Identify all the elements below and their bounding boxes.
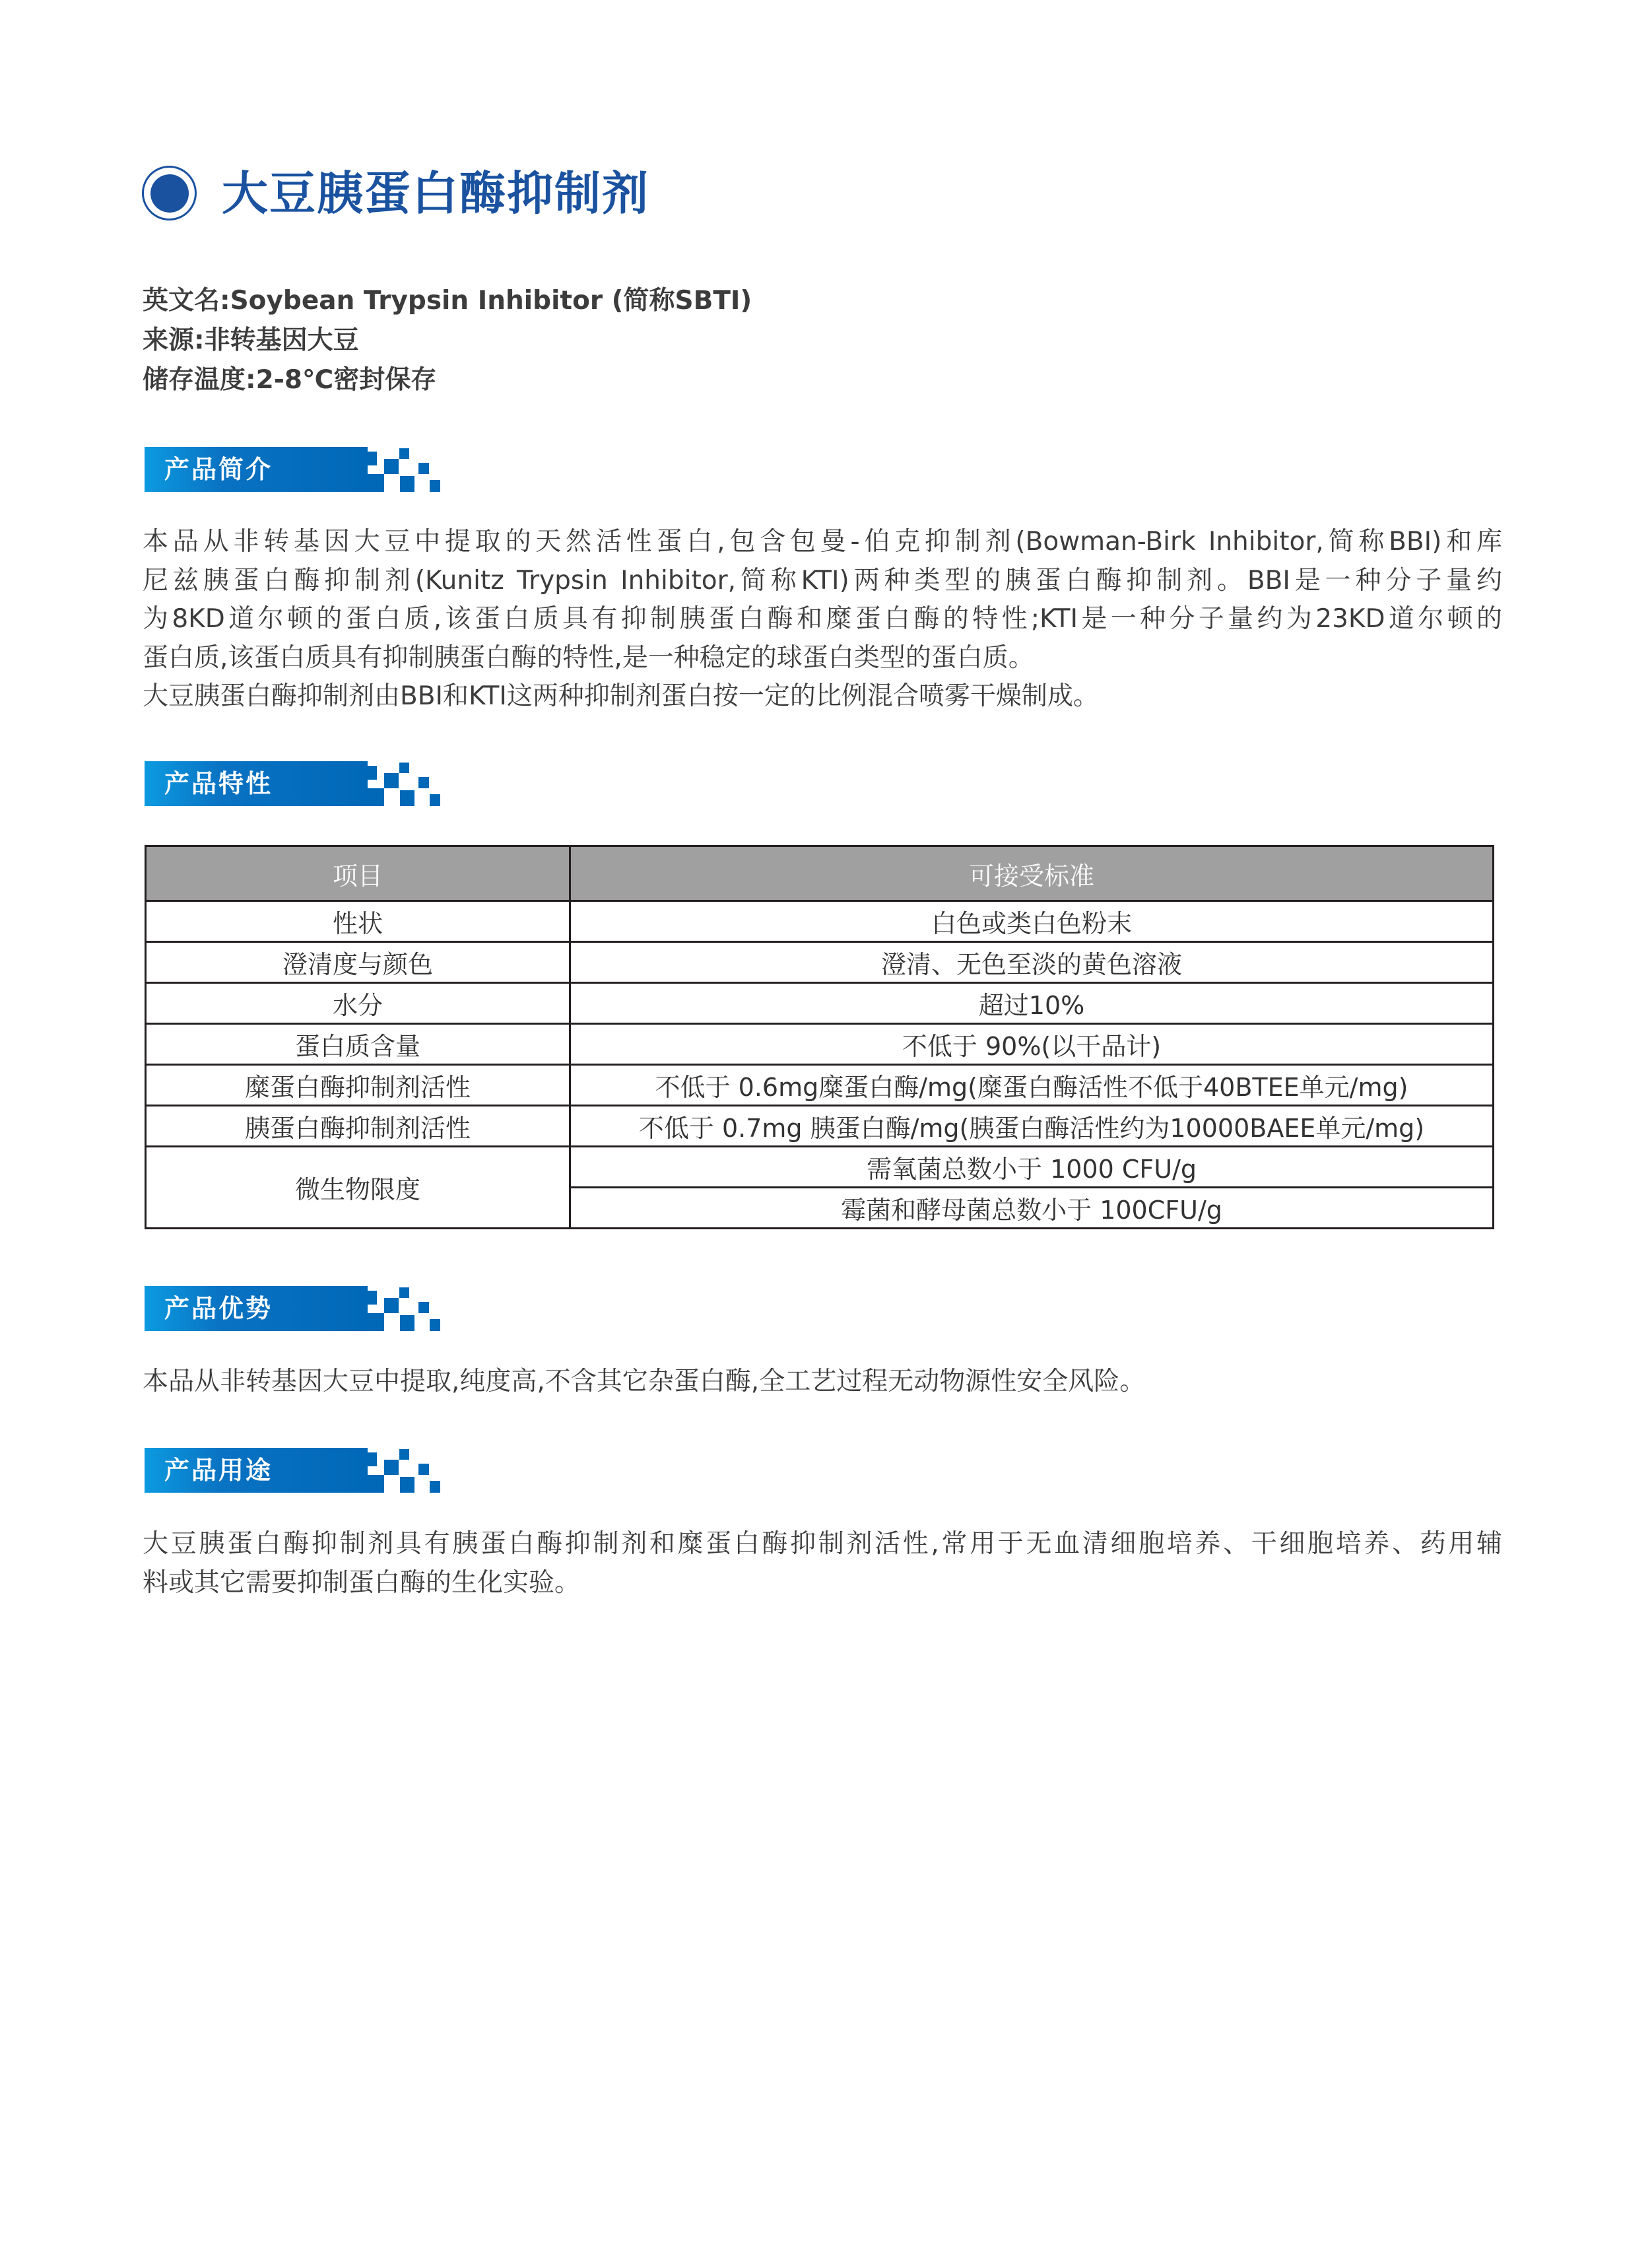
pixel-square-decoration xyxy=(399,1287,409,1298)
pixel-square-decoration xyxy=(400,476,414,492)
storage-temperature: 储存温度:2-8℃密封保存 xyxy=(143,365,437,395)
cell-item: 水分 xyxy=(146,983,570,1024)
intro-line: 蛋白质,该蛋白质具有抑制胰蛋白酶的特性,是一种稳定的球蛋白类型的蛋白质。 xyxy=(143,642,1034,673)
uses-line: 料或其它需要抑制蛋白酶的生化实验。 xyxy=(143,1567,581,1598)
section-heading: 产品特性 xyxy=(164,769,273,798)
pixel-square-decoration xyxy=(368,1452,377,1466)
pixel-square-decoration xyxy=(384,1460,399,1475)
cell-item: 胰蛋白酶抑制剂活性 xyxy=(146,1106,570,1147)
intro-paragraph xyxy=(143,523,1502,716)
pixel-square-decoration xyxy=(430,794,440,806)
circle-bullet-icon xyxy=(142,166,197,221)
source: 来源:非转基因大豆 xyxy=(143,325,359,355)
cell-item: 蛋白质含量 xyxy=(146,1024,570,1065)
pixel-square-decoration xyxy=(418,463,429,474)
cell-standard: 澄清、无色至淡的黄色溶液 xyxy=(570,942,1494,983)
advantages-paragraph xyxy=(143,1363,1502,1402)
intro-line: 尼兹胰蛋白酶抑制剂(Kunitz Trypsin Inhibitor,简称KTI)两种类型的胰蛋白酶抑制剂。BBI是一种分子量约 xyxy=(143,565,1502,596)
pixel-square-decoration xyxy=(430,1481,440,1493)
column-header-item: 项目 xyxy=(146,846,570,901)
pixel-square-decoration xyxy=(430,480,440,492)
cell-standard: 需氧菌总数小于 1000 CFU/g xyxy=(570,1147,1494,1188)
cell-item: 微生物限度 xyxy=(146,1147,570,1229)
pixel-square-decoration xyxy=(430,1319,440,1331)
pixel-square-decoration xyxy=(418,1464,429,1475)
pixel-square-decoration xyxy=(368,1291,377,1305)
section-heading: 产品简介 xyxy=(164,455,273,484)
pixel-square-decoration xyxy=(418,777,429,788)
table-row xyxy=(146,901,1494,942)
cell-item: 糜蛋白酶抑制剂活性 xyxy=(146,1065,570,1106)
cell-standard: 不低于 0.6mg糜蛋白酶/mg(糜蛋白酶活性不低于40BTEE单元/mg) xyxy=(570,1065,1494,1106)
cell-standard: 不低于 90%(以干品计) xyxy=(570,1024,1494,1065)
intro-line: 为8KD道尔顿的蛋白质,该蛋白质具有抑制胰蛋白酶和糜蛋白酶的特性;KTI是一种分子量约为23KD道尔顿的 xyxy=(143,604,1502,634)
pixel-square-decoration xyxy=(368,452,377,465)
section-banner-intro xyxy=(145,447,448,492)
table-row xyxy=(146,1106,1494,1147)
table-header-row xyxy=(146,846,1494,901)
banner-bar xyxy=(145,1286,368,1331)
pixel-square-decoration xyxy=(400,1315,414,1331)
banner-bar xyxy=(145,761,368,806)
pixel-square-decoration xyxy=(399,1449,409,1460)
pixel-square-decoration xyxy=(384,773,399,788)
circle-bullet-dot xyxy=(150,174,189,213)
table-row xyxy=(146,942,1494,983)
section-banner-uses xyxy=(145,1448,448,1493)
table-row xyxy=(146,1065,1494,1106)
pixel-square-decoration xyxy=(384,459,399,474)
intro-line: 本品从非转基因大豆中提取的天然活性蛋白,包含包曼-伯克抑制剂(Bowman-Birk Inhibitor,简称BBI)和库 xyxy=(143,527,1502,557)
page-title: 大豆胰蛋白酶抑制剂 xyxy=(222,166,649,221)
pixel-square-decoration xyxy=(384,1298,399,1313)
pixel-square-decoration xyxy=(368,1313,384,1331)
column-header-standard: 可接受标准 xyxy=(570,846,1494,901)
pixel-square-decoration xyxy=(368,788,384,806)
table-row xyxy=(146,983,1494,1024)
uses-paragraph xyxy=(143,1525,1502,1602)
cell-standard: 白色或类白色粉末 xyxy=(570,901,1494,942)
uses-line: 大豆胰蛋白酶抑制剂具有胰蛋白酶抑制剂和糜蛋白酶抑制剂活性,常用于无血清细胞培养、干细胞培养、药用辅 xyxy=(143,1529,1502,1559)
table-row xyxy=(146,1147,1494,1188)
pixel-square-decoration xyxy=(400,1477,414,1493)
advantages-line: 本品从非转基因大豆中提取,纯度高,不含其它杂蛋白酶,全工艺过程无动物源性安全风险。 xyxy=(143,1367,1146,1396)
pixel-square-decoration xyxy=(399,763,409,773)
cell-item: 澄清度与颜色 xyxy=(146,942,570,983)
section-banner-advantages xyxy=(145,1286,448,1331)
english-name: 英文名:Soybean Trypsin Inhibitor (简称SBTI) xyxy=(143,286,752,316)
banner-bar xyxy=(145,447,368,492)
cell-item: 性状 xyxy=(146,901,570,942)
pixel-square-decoration xyxy=(368,1475,384,1493)
cell-standard: 霉菌和酵母菌总数小于 100CFU/g xyxy=(570,1188,1494,1229)
banner-bar xyxy=(145,1448,368,1493)
pixel-square-decoration xyxy=(400,790,414,806)
section-heading: 产品优势 xyxy=(164,1294,273,1323)
section-heading: 产品用途 xyxy=(164,1456,273,1485)
pixel-square-decoration xyxy=(399,448,409,459)
cell-standard: 超过10% xyxy=(570,983,1494,1024)
pixel-square-decoration xyxy=(418,1302,429,1313)
table-row xyxy=(146,1024,1494,1065)
section-banner-properties xyxy=(145,761,448,806)
pixel-square-decoration xyxy=(368,766,377,780)
cell-standard: 不低于 0.7mg 胰蛋白酶/mg(胰蛋白酶活性约为10000BAEE单元/mg) xyxy=(570,1106,1494,1147)
specification-table xyxy=(145,845,1494,1229)
intro-line: 大豆胰蛋白酶抑制剂由BBI和KTI这两种抑制剂蛋白按一定的比例混合喷雾干燥制成。 xyxy=(143,681,1099,711)
pixel-square-decoration xyxy=(368,474,384,492)
